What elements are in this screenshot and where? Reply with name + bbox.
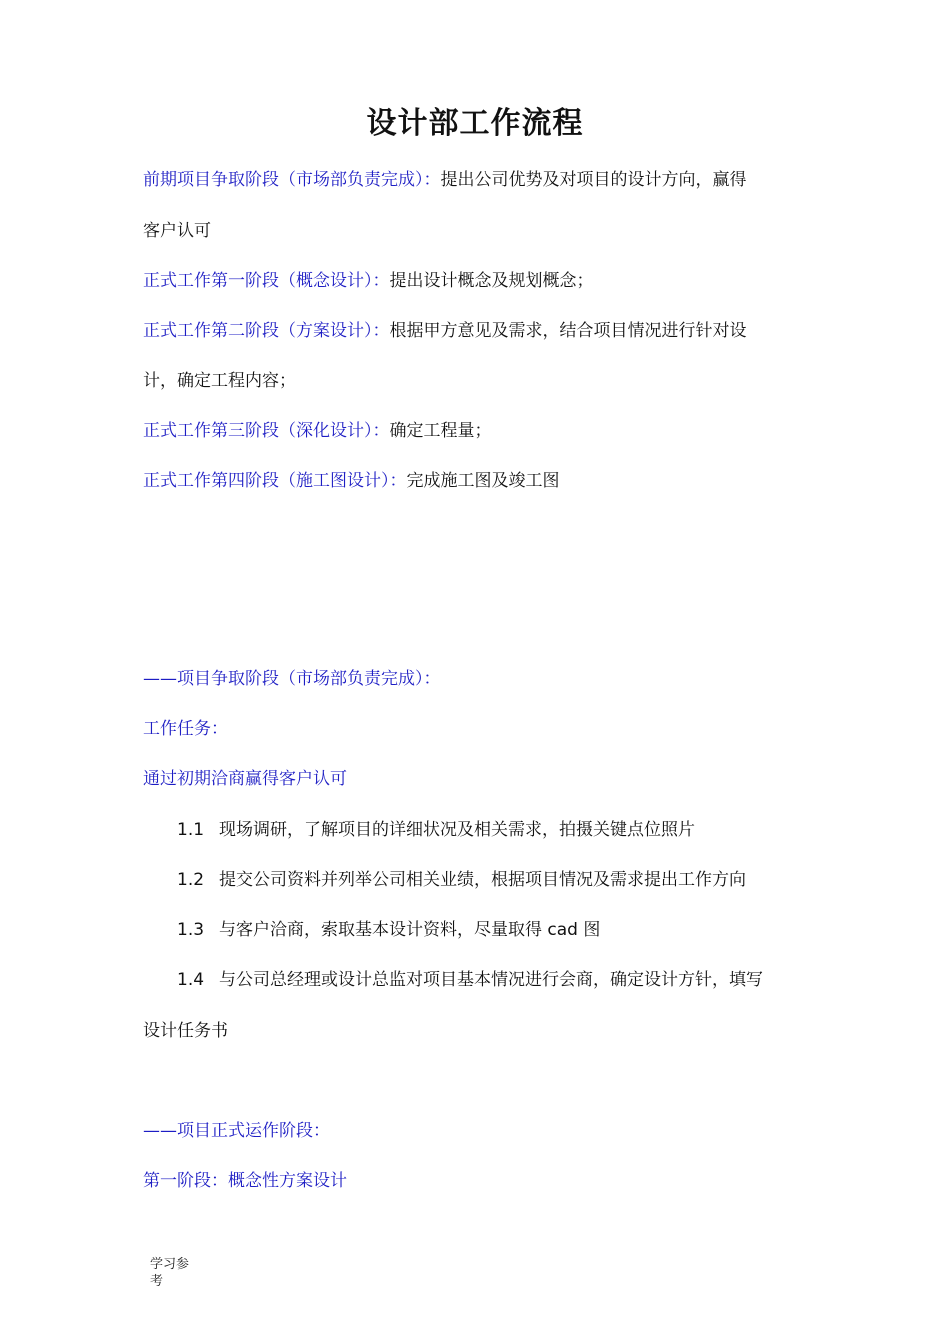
phase-heading: 前期项目争取阶段（市场部负责完成）： — [143, 170, 441, 190]
item-number: 1.2 — [177, 870, 205, 890]
section-heading-acquisition: ——项目争取阶段（市场部负责完成）： — [143, 669, 441, 689]
phase-heading: 正式工作第四阶段（施工图设计）： — [143, 471, 407, 491]
paragraph-stage-4 — [143, 468, 560, 494]
item-number: 1.4 — [177, 970, 205, 990]
stage-heading: 第一阶段：概念性方案设计 — [143, 1171, 347, 1191]
list-item-continuation: 设计任务书 — [143, 1021, 228, 1041]
item-number: 1.1 — [177, 820, 205, 840]
task-label: 工作任务： — [143, 719, 228, 739]
list-item — [177, 967, 763, 993]
phase-text: 根据甲方意见及需求，结合项目情况进行针对设 — [389, 321, 747, 341]
list-item — [177, 917, 600, 943]
list-item — [177, 867, 746, 893]
task-goal: 通过初期洽商赢得客户认可 — [143, 769, 347, 789]
paragraph-stage-3 — [143, 418, 492, 444]
item-text: 现场调研，了解项目的详细状况及相关需求，拍摄关键点位照片 — [219, 820, 695, 840]
section-heading-formal: ——项目正式运作阶段： — [143, 1121, 330, 1141]
phase-text: 提出公司优势及对项目的设计方向，赢得 — [440, 170, 747, 190]
phase-heading: 正式工作第二阶段（方案设计）： — [143, 321, 390, 341]
phase-text: 提出设计概念及规划概念； — [389, 271, 594, 291]
phase-heading: 正式工作第三阶段（深化设计）： — [143, 421, 390, 441]
item-text: 提交公司资料并列举公司相关业绩，根据项目情况及需求提出工作方向 — [219, 870, 746, 890]
paragraph-stage-1 — [143, 268, 594, 294]
phase-text: 完成施工图及竣工图 — [406, 471, 560, 491]
page-title: 设计部工作流程 — [366, 106, 584, 141]
paragraph-pre-phase — [143, 167, 747, 193]
item-text: 与公司总经理或设计总监对项目基本情况进行会商，确定设计方针，填写 — [219, 970, 763, 990]
phase-heading: 正式工作第一阶段（概念设计）： — [143, 271, 390, 291]
phase-text: 确定工程量； — [389, 421, 492, 441]
list-item — [177, 817, 695, 843]
paragraph-stage-2 — [143, 318, 747, 344]
item-text: 与客户洽商，索取基本设计资料，尽量取得 cad 图 — [219, 920, 601, 940]
item-number: 1.3 — [177, 920, 205, 940]
footer-note: 学习参考 — [150, 1257, 190, 1289]
paragraph-continuation: 计，确定工程内容； — [143, 371, 296, 391]
paragraph-continuation: 客户认可 — [143, 221, 211, 241]
